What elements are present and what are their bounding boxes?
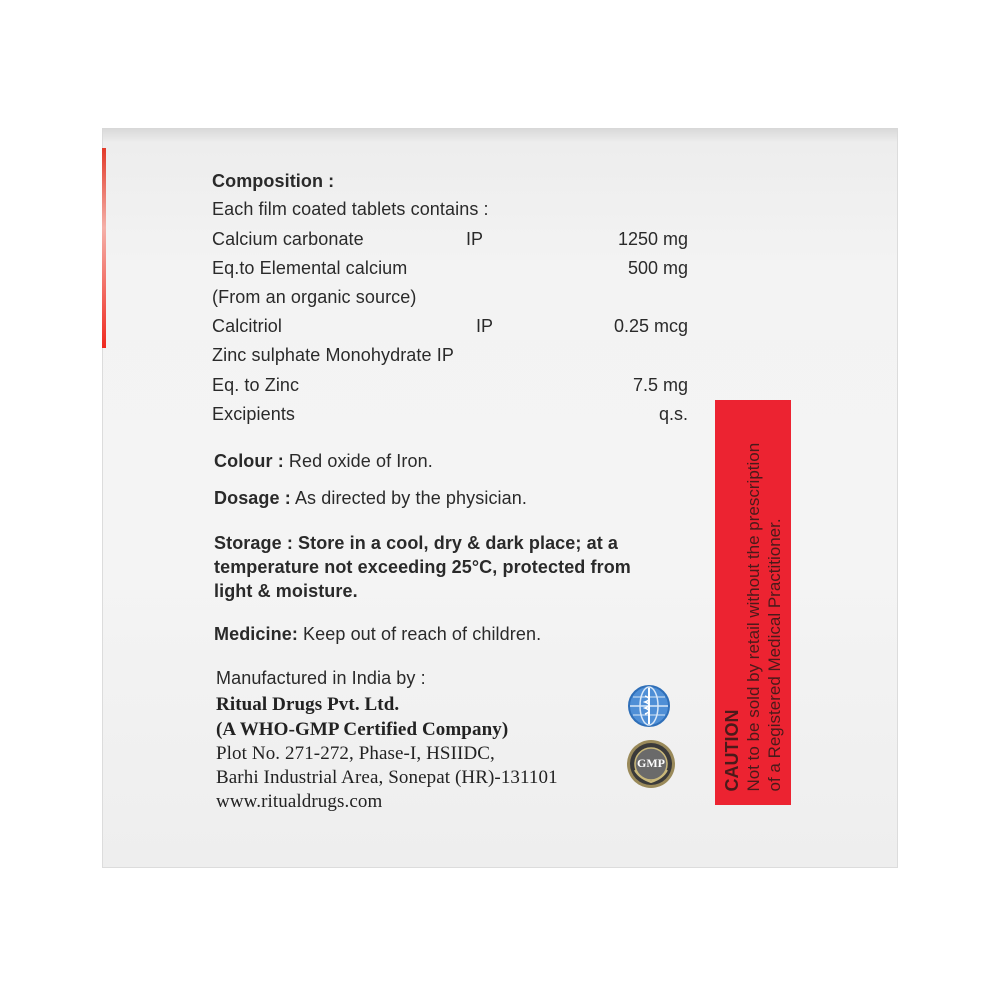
ingredient-amount: 7.5 mg <box>632 375 688 395</box>
ingredient-amount: 0.25 mcg <box>613 316 688 336</box>
ingredient-amount: 1250 mg <box>617 229 688 249</box>
caution-line-1: Not to be sold by retail without the prescription <box>743 442 763 791</box>
ingredient-name: Eq. to Zinc <box>212 375 300 395</box>
dosage-line <box>214 487 527 509</box>
colour-line <box>214 450 433 472</box>
carton-side-flap <box>102 148 106 348</box>
medicine-value: Keep out of reach of children. <box>303 624 542 644</box>
ingredient-name: Zinc sulphate Monohydrate IP <box>212 345 454 365</box>
caution-line-2: of a Registered Medical Practitioner. <box>764 517 784 791</box>
ingredient-name: Eq.to Elemental calcium <box>212 258 408 278</box>
composition-intro: Each film coated tablets contains : <box>212 199 489 219</box>
medicine-line <box>214 623 541 645</box>
caution-title: CAUTION <box>721 709 742 791</box>
dosage-label: Dosage : <box>214 488 291 508</box>
manufacturer-website: www.ritualdrugs.com <box>216 791 383 812</box>
medicine-label: Medicine: <box>214 624 298 644</box>
caution-label <box>715 400 791 805</box>
colour-label: Colour : <box>214 451 284 471</box>
manufacturer-address-1: Plot No. 271-272, Phase-I, HSIIDC, <box>216 743 495 764</box>
colour-value: Red oxide of Iron. <box>288 451 433 471</box>
ingredient-amount: q.s. <box>658 404 688 424</box>
manufacturer-address-2: Barhi Industrial Area, Sonepat (HR)-131101 <box>216 767 558 788</box>
ingredient-name: Calcitriol <box>212 316 283 336</box>
ingredient-name: (From an organic source) <box>212 287 417 307</box>
caution-text-block <box>715 400 791 805</box>
storage-line-2: temperature not exceeding 25°C, protected from <box>214 557 631 577</box>
storage-line-3: light & moisture. <box>214 581 358 601</box>
ingredient-name: Excipients <box>212 404 296 424</box>
manufacturer-intro: Manufactured in India by : <box>216 668 426 688</box>
carton-top-edge <box>102 128 898 142</box>
ingredient-grade: IP <box>476 316 494 336</box>
dosage-value: As directed by the physician. <box>294 488 527 508</box>
ingredient-amount: 500 mg <box>627 258 688 278</box>
manufacturer-name: Ritual Drugs Pvt. Ltd. <box>216 694 400 715</box>
who-emblem-icon <box>625 682 673 730</box>
gmp-badge-text: GMP <box>637 756 665 770</box>
ingredient-name: Calcium carbonate <box>212 229 364 249</box>
composition-heading: Composition : <box>212 171 335 191</box>
ingredient-grade: IP <box>466 229 484 249</box>
storage-line-1: Storage : Store in a cool, dry & dark place; at a <box>214 533 619 553</box>
gmp-badge-icon <box>625 738 677 790</box>
manufacturer-certification: (A WHO-GMP Certified Company) <box>216 719 509 740</box>
